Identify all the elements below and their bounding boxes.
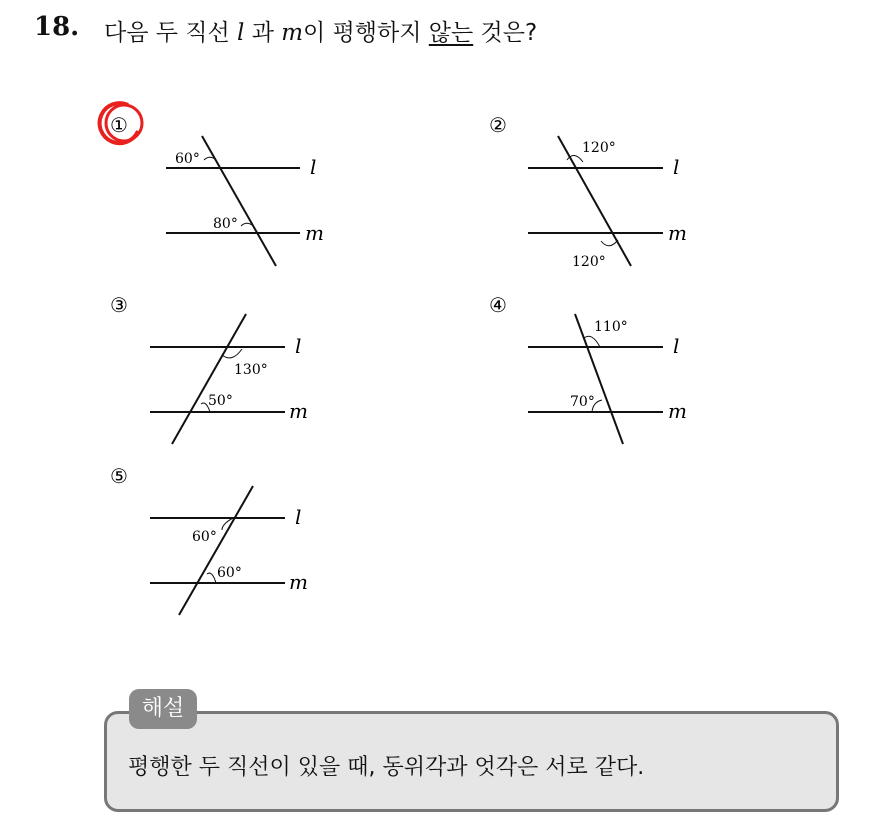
option-4-label-l: l [673,334,680,358]
option-1-label-l: l [310,155,317,179]
option-2-angle-top: 120° [582,140,616,156]
question-text-after: 것은? [480,20,538,46]
option-4[interactable] [489,293,687,444]
option-3-angle-top: 130° [234,362,268,378]
question-line-l: l [237,20,245,46]
option-3-angle-bottom: 50° [208,393,233,409]
option-5-label-m: m [289,570,308,594]
solution-tag: 해설 [129,689,197,729]
question-line-m: m [281,20,304,46]
option-2-angle-bottom: 120° [572,254,606,270]
option-4-angle-bottom: 70° [570,394,595,410]
option-5-transversal [179,486,253,615]
option-1-number: ① [110,113,128,137]
option-2-arc-bottom [601,240,618,246]
option-1-label-m: m [305,221,324,245]
option-1-angle-top: 60° [175,151,200,167]
option-1[interactable] [100,103,324,266]
option-3-label-m: m [289,399,308,423]
option-1-transversal [202,136,276,266]
question-connector: 과 [251,20,274,46]
option-1-angle-bottom: 80° [213,216,238,232]
option-3-number: ③ [110,293,128,317]
option-3-label-l: l [295,334,302,358]
option-5-number: ⑤ [110,464,128,488]
option-4-label-m: m [668,399,687,423]
option-1-arc-top [204,157,215,160]
option-2[interactable] [489,113,687,270]
option-5-label-l: l [295,505,302,529]
option-2-label-l: l [673,155,680,179]
option-4-number: ④ [489,293,507,317]
question-text-mid: 이 평행하지 [303,20,422,46]
option-2-label-m: m [668,221,687,245]
option-1-arc-bottom [241,223,252,226]
question-number: 18. [34,12,80,42]
option-5-angle-bottom: 60° [217,565,242,581]
option-2-number: ② [489,113,507,137]
question-text-before: 다음 두 직선 [104,20,230,46]
option-5-arc-bottom [207,573,216,583]
option-5[interactable] [110,464,308,615]
solution-text: 평행한 두 직선이 있을 때, 동위각과 엇각은 서로 같다. [128,755,645,780]
option-3-transversal [172,314,246,444]
option-4-angle-top: 110° [594,319,628,335]
option-5-angle-top: 60° [192,529,217,545]
question-underlined: 않는 [428,20,474,46]
option-3[interactable] [110,293,308,444]
